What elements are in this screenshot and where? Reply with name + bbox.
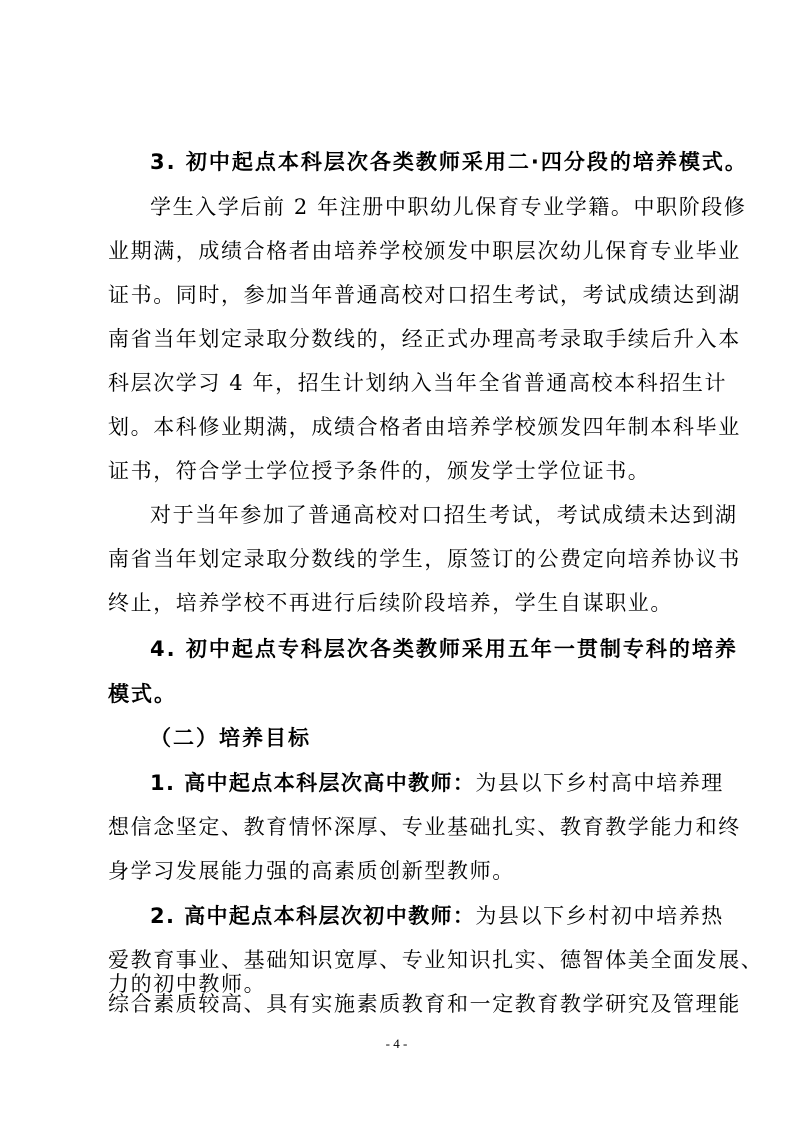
paragraph-line: 终止，培养学校不再进行后续阶段培养，学生自谋职业。	[108, 591, 673, 615]
paragraph-line: 证书。同时，参加当年普通高校对口招生考试，考试成绩达到湖	[108, 283, 741, 307]
paragraph-line: 南省当年划定录取分数线的学生，原签订的公费定向培养协议书	[108, 547, 741, 571]
paragraph-line: 想信念坚定、教育情怀深厚、专业基础扎实、教育教学能力和终	[108, 815, 741, 839]
page-number: - 4 -	[385, 1036, 408, 1051]
goal-1-first-line	[150, 769, 724, 797]
goal-2-text: 为县以下乡村初中培养热	[475, 904, 724, 928]
heading-item-4: 4. 初中起点专科层次各类教师采用五年一贯制专科的培养	[150, 637, 738, 661]
paragraph-line: 证书，符合学士学位授予条件的，颁发学士学位证书。	[108, 459, 651, 483]
paragraph-line: 划。本科修业期满，成绩合格者由培养学校颁发四年制本科毕业	[108, 415, 741, 439]
paragraph-line: 综合素质较高、具有实施素质教育和一定教育教学研究及管理能	[108, 992, 741, 1016]
goal-1-lead: 1. 高中起点本科层次高中教师：	[150, 771, 476, 795]
paragraph-line: 科层次学习 4 年，招生计划纳入当年全省普通高校本科招生计	[108, 371, 728, 395]
paragraph-line: 学生入学后前 2 年注册中职幼儿保育专业学籍。中职阶段修	[150, 195, 747, 219]
heading-item-3: 3. 初中起点本科层次各类教师采用二·四分段的培养模式。	[150, 150, 748, 174]
goal-2-lead: 2. 高中起点本科层次初中教师：	[150, 904, 476, 928]
paragraph-line: 对于当年参加了普通高校对口招生考试，考试成绩未达到湖	[150, 503, 738, 527]
paragraph-line: 南省当年划定录取分数线的，经正式办理高考录取手续后升入本	[108, 327, 741, 351]
paragraph-line: 爱教育事业、基础知识宽厚、专业知识扎实、德智体美全面发展、	[108, 948, 764, 972]
goal-2-first-line	[150, 902, 724, 930]
paragraph-line: 身学习发展能力强的高素质创新型教师。	[108, 859, 515, 883]
section-heading: （二）培养目标	[150, 726, 311, 750]
paragraph-line: 业期满，成绩合格者由培养学校颁发中职层次幼儿保育专业毕业	[108, 239, 741, 263]
paragraph-line: 力的初中教师。	[108, 972, 267, 996]
heading-item-4-continued: 模式。	[108, 682, 177, 706]
goal-1-text: 为县以下乡村高中培养理	[475, 771, 724, 795]
